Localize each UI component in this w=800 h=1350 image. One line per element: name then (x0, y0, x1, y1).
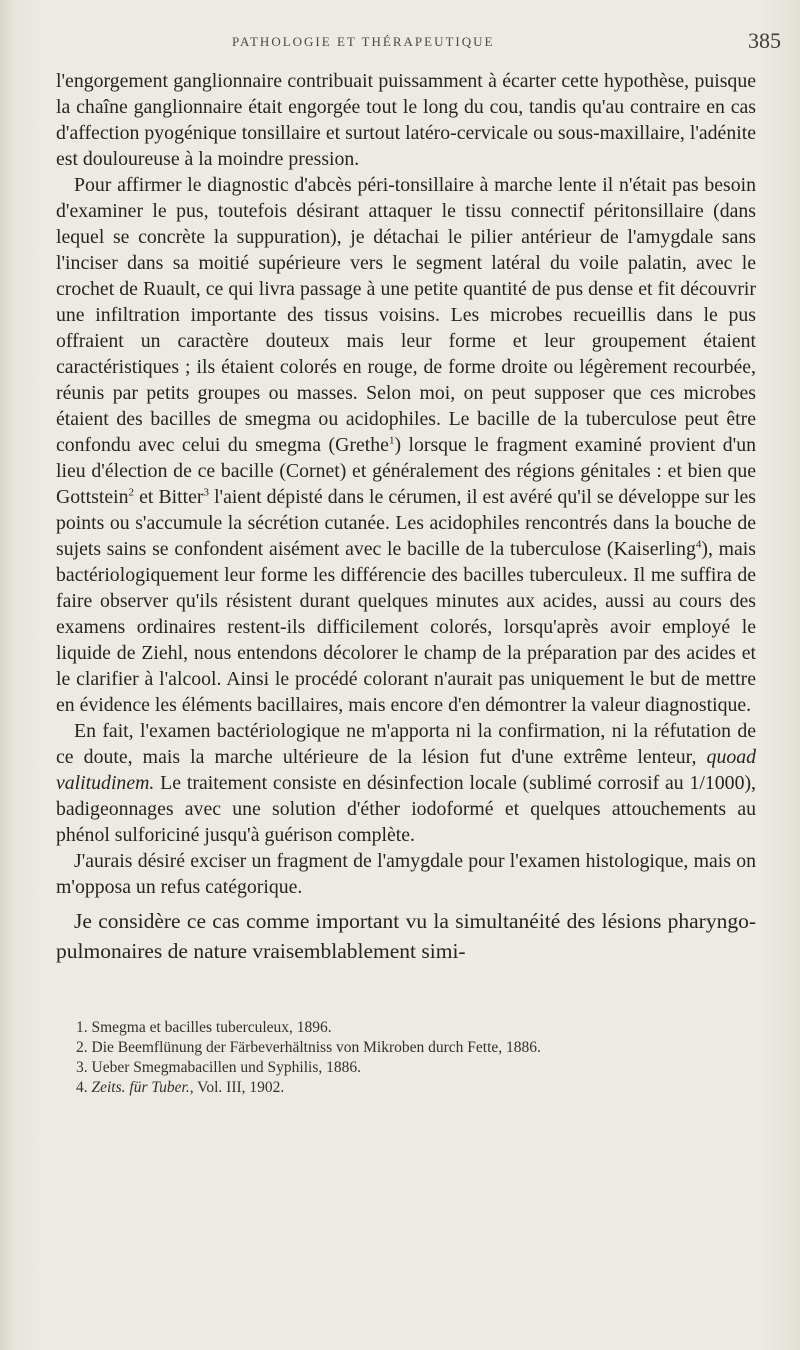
footnote-ref-2: 2 (128, 486, 135, 499)
paragraph-2-part-b: ) lorsque le fragment examiné provient d'un lieu d'élection de ce bacille (Cornet) et généralement des régions génitales : et bien que Gottstein (56, 434, 757, 508)
paragraph-3-part-b: Le traitement consiste en désinfection locale (sublimé corrosif au 1/1000), badigeonnages avec une solution d'éther iodoformé et quelques attouchements au phénol sulforiciné jusqu'à guérison complète. (56, 772, 756, 846)
running-title: PATHOLOGIE ET THÉRAPEUTIQUE (232, 34, 495, 49)
body-text (56, 68, 756, 966)
paragraph-2-part-c: et Bitter (134, 486, 204, 508)
page-number: 385 (748, 28, 781, 53)
paragraph-4: J'aurais désiré exciser un fragment de l'amygdale pour l'examen histologique, mais on m'opposa un refus catégorique. (56, 850, 756, 898)
footnote-2: 2. Die Beemflünung der Färbeverhältniss von Mikroben durch Fette, 1886. (76, 1039, 541, 1056)
footnote-3: 3. Ueber Smegmabacillen und Syphilis, 1886. (76, 1059, 361, 1076)
paragraph-2-part-a: Pour affirmer le diagnostic d'abcès péri-tonsillaire à marche lente il n'était pas besoin d'examiner le pus, toutefois désirant attaquer le tissu connectif péritonsillaire (dans lequel se concrète la suppuration), je détachai le pilier antérieur de l'amygdale sans l'inciser dans sa moitié supérieure vers le segment latéral du voile palatin, avec le crochet de Ruault, ce qui livra passage à une petite quantité de pus dense et fit découvrir une infiltration importante des tissus voisins. Les microbes recueillis dans le pus offraient un caractère douteux mais leur forme et leur groupement étaient caractéristiques ; ils étaient colorés en rouge, de forme droite ou légèrement recourbée, réunis par petits groupes ou masses. Selon moi, on peut supposer que ces microbes étaient des bacilles de smegma ou acidophiles. Le bacille de la tuberculose peut être confondu avec celui du smegma (Grethe (56, 174, 756, 456)
paragraph-1: l'engorgement ganglionnaire contribuait puissamment à écarter cette hypothèse, puisque la chaîne ganglionnaire était engorgée tout le long du cou, tandis qu'au contraire en cas d'affection pyogénique tonsillaire et surtout latéro-cervicale ou sous-maxillaire, l'adénite est douloureuse à la moindre pression. (56, 70, 756, 170)
page-header (0, 28, 800, 56)
footnote-ref-4: 4 (695, 538, 702, 551)
footnote-ref-1: 1 (388, 434, 395, 447)
paragraph-2-part-d: l'aient dépisté dans le cérumen, il est avéré qu'il se développe sur les points ou s'accumule la sécrétion cutanée. Les acidophiles rencontrés dans la bouche de sujets sains se confondent aisément avec le bacille de la tuberculose (Kaiserling (56, 486, 757, 560)
paragraph-3-part-a: En fait, l'examen bactériologique ne m'apporta ni la confirmation, ni la réfutation de ce doute, mais la marche ultérieure de la lésion fut d'une extrême lenteur, (56, 720, 756, 768)
paragraph-5: Je considère ce cas comme important vu la simultanéité des lésions pharyngo-pulmonaires de nature vraisemblablement simi- (56, 909, 756, 963)
footnotes (56, 1018, 756, 1098)
footnote-ref-3: 3 (203, 486, 209, 499)
footnote-4 (56, 1078, 756, 1098)
paragraph-3 (56, 718, 756, 848)
paragraph-2 (56, 172, 756, 718)
footnote-4-details: , Vol. III, 1902. (189, 1079, 285, 1096)
footnote-1: 1. Smegma et bacilles tuberculeux, 1896. (76, 1019, 332, 1036)
latin-phrase: quoad valitudinem. (56, 746, 756, 794)
paragraph-2-part-e: ), mais bactériologiquement leur forme les différencie des bacilles tuberculeux. Il me suffira de faire observer qu'ils résistent durant quelques minutes aux acides, aussi au cours des examens ordinaires restent-ils difficilement colorés, lorsqu'après avoir employé le liquide de Ziehl, nous entendons décolorer le champ de la préparation par des acides et le clarifier à l'alcool. Ainsi le procédé colorant n'aurait pas uniquement le but de mettre en évidence les éléments bacillaires, mais encore d'en démontrer la valeur diagnostique. (56, 538, 756, 716)
footnote-4-journal: Zeits. für Tuber. (91, 1079, 190, 1096)
footnote-4-number: 4. (76, 1079, 92, 1096)
